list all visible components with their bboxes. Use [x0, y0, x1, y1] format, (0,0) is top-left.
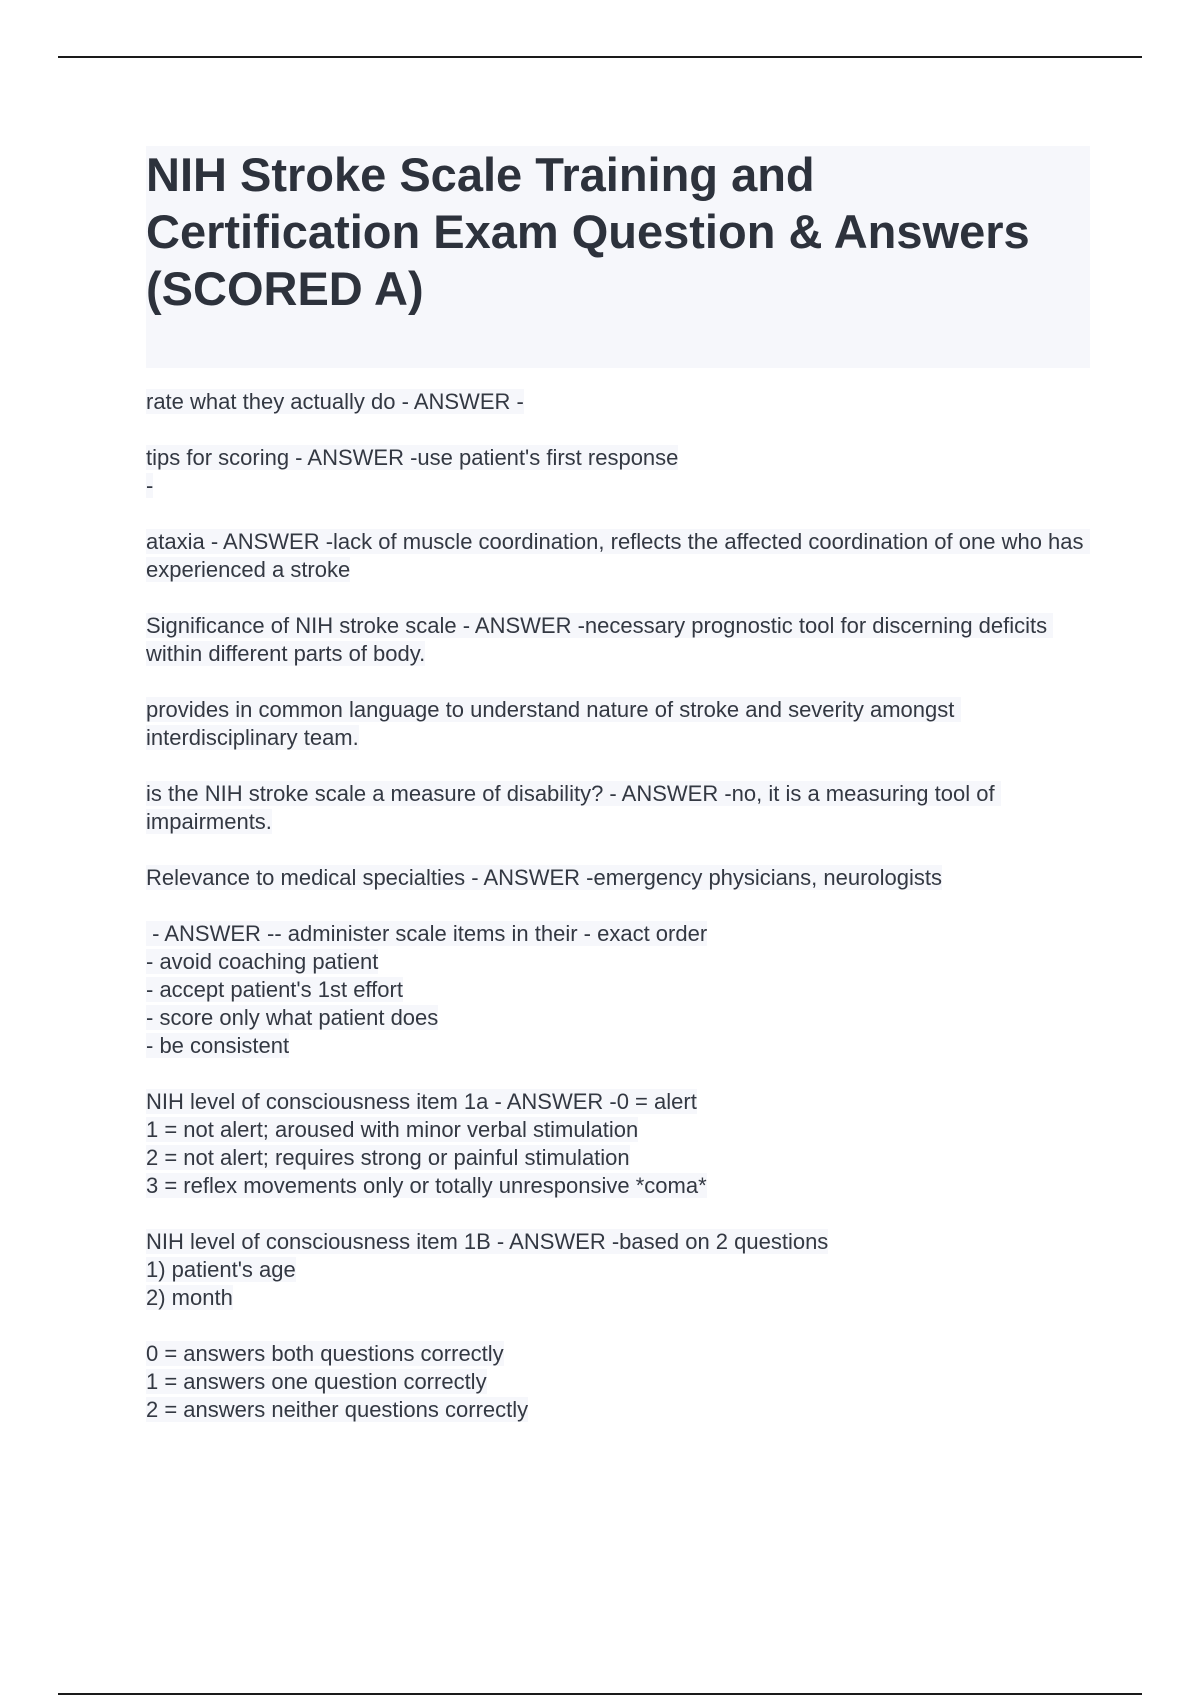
qa-paragraph: Significance of NIH stroke scale - ANSWER -necessary prognostic tool for discerning deficits within different parts of body.	[146, 613, 1054, 666]
qa-paragraph: is the NIH stroke scale a measure of disability? - ANSWER -no, it is a measuring tool of impairments.	[146, 781, 1001, 834]
qa-paragraph: NIH level of consciousness item 1B - ANSWER -based on 2 questions 1) patient's age 2) month	[146, 1229, 829, 1310]
title-block	[146, 146, 1090, 368]
qa-paragraph: ataxia - ANSWER -lack of muscle coordination, reflects the affected coordination of one who has experienced a stroke	[146, 529, 1090, 582]
qa-paragraph: rate what they actually do - ANSWER -	[146, 389, 524, 414]
qa-paragraph: provides in common language to understand nature of stroke and severity amongst interdisciplinary team.	[146, 697, 961, 750]
qa-paragraph: NIH level of consciousness item 1a - ANSWER -0 = alert 1 = not alert; aroused with minor verbal stimulation 2 = not alert; requires strong or painful stimulation 3 = reflex movements only or totally unresponsive *coma*	[146, 1089, 707, 1198]
qa-list	[146, 388, 1090, 1424]
qa-paragraph: 0 = answers both questions correctly 1 = answers one question correctly 2 = answers neither questions correctly	[146, 1341, 529, 1422]
top-rule	[58, 56, 1142, 58]
document-title: NIH Stroke Scale Training and Certification Exam Question & Answers (SCORED A)	[146, 148, 1030, 315]
qa-paragraph: Relevance to medical specialties - ANSWER -emergency physicians, neurologists	[146, 865, 943, 890]
document-body	[146, 146, 1090, 1452]
qa-paragraph: tips for scoring - ANSWER -use patient's first response -	[146, 445, 679, 498]
bottom-rule	[58, 1693, 1142, 1695]
qa-paragraph: - ANSWER -- administer scale items in their - exact order - avoid coaching patient - accept patient's 1st effort - score only what patient does - be consistent	[146, 921, 708, 1058]
